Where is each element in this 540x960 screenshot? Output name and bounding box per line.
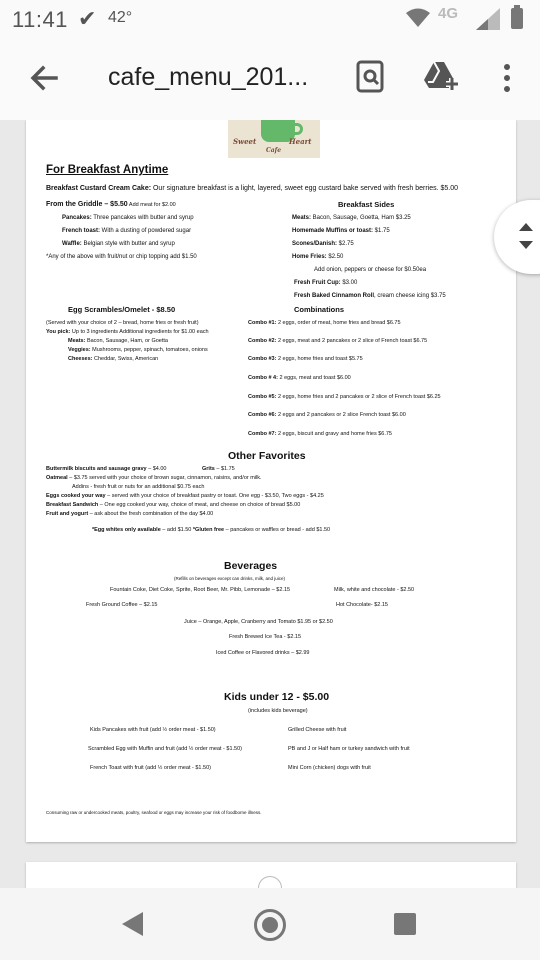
nav-home-icon[interactable] xyxy=(254,909,286,941)
scrambles-pick-note: You pick: Up to 3 ingredients Additional ingredients for $1.00 each xyxy=(46,329,209,335)
menu-item-french-toast: French toast: With a dusting of powdered sugar xyxy=(62,228,192,234)
favorites-note: *Egg whites only available – add $1.50 *Gluten free – pancakes or waffles or bread - add $1.50 xyxy=(92,527,331,533)
menu-item-griddle: From the Griddle – $5.50 Add meat for $2.00 xyxy=(46,201,176,208)
chevron-up-icon xyxy=(519,223,533,231)
menu-item-waffle: Waffle: Belgian style with butter and syrup xyxy=(62,241,175,247)
combo-6: Combo #6: 2 eggs and 2 pancakes or 2 slice French toast $6.00 xyxy=(248,412,406,418)
favorite-oatmeal: Oatmeal – $3.75 served with your choice of brown sugar, cinnamon, raisins, and/or milk. xyxy=(46,475,262,481)
cafe-logo: Sweet Heart Cafe xyxy=(228,120,320,158)
kids-item-pancakes: Kids Pancakes with fruit (add ½ order meat - $1.50) xyxy=(90,727,216,733)
combo-5: Combo #5: 2 eggs, home fries and 2 pancakes or 2 slice of French toast $6.25 xyxy=(248,394,441,400)
section-heading-sides: Breakfast Sides xyxy=(338,200,395,209)
combo-2: Combo #2: 2 eggs, meat and 2 pancakes or 2 slice of French toast $6.75 xyxy=(248,338,428,344)
section-heading-kids: Kids under 12 - $5.00 xyxy=(224,691,330,703)
scrambles-served-note: (Served with your choice of 2 – bread, home fries or fresh fruit) xyxy=(46,320,199,326)
favorite-sandwich: Breakfast Sandwich – One egg cooked your way, choice of meat, and cheese on choice of bread $5.00 xyxy=(46,502,301,508)
kids-item-scrambled-egg: Scrambled Egg with Muffin and fruit (add ½ order meat - $1.50) xyxy=(88,746,242,752)
favorite-eggs: Eggs cooked your way – served with your choice of breakfast pastry or toast. One egg - $3.50, Two eggs - $4.25 xyxy=(46,493,324,499)
favorite-grits: Grits – $1.75 xyxy=(202,466,235,472)
combo-7: Combo #7: 2 eggs, biscuit and gravy and home fries $6.75 xyxy=(248,431,392,437)
kids-item-grilled-cheese: Grilled Cheese with fruit xyxy=(288,727,347,733)
more-vert-icon[interactable] xyxy=(503,64,511,94)
battery-icon xyxy=(511,8,523,29)
combo-3: Combo #3: 2 eggs, home fries and toast $5.75 xyxy=(248,356,363,362)
side-item-meats: Meats: Bacon, Sausage, Goetta, Ham $3.25 xyxy=(292,215,411,221)
kids-note: (includes kids beverage) xyxy=(248,708,308,714)
beverages-note: (Refills on beverages except can drinks, milk, and juice) xyxy=(174,576,286,581)
griddle-note: *Any of the above with fruit/nut or chip topping add $1.50 xyxy=(46,254,197,260)
logo-partial-icon xyxy=(258,876,282,888)
side-item-cinnamon-roll: Fresh Baked Cinnamon Roll, cream cheese icing $3.75 xyxy=(294,293,446,299)
menu-item-pancakes: Pancakes: Three pancakes with butter and syrup xyxy=(62,215,194,221)
signal-icon xyxy=(476,8,500,30)
nav-back-icon[interactable] xyxy=(122,912,143,936)
favorite-addins: Addins - fresh fruit or nuts for an additional $0.75 each xyxy=(72,484,205,490)
food-safety-disclaimer: Consuming raw or undercooked meats, poultry, seafood or eggs may increase your risk of foodborne illness. xyxy=(46,810,262,815)
lens-search-icon[interactable] xyxy=(356,60,386,94)
app-bar xyxy=(0,38,540,120)
document-page xyxy=(26,120,516,842)
wifi-icon xyxy=(406,8,430,28)
side-item-home-fries: Home Fries: $2.50 xyxy=(292,254,344,260)
section-heading-scrambles: Egg Scrambles/Omelet - $8.50 xyxy=(68,305,176,314)
system-nav-bar xyxy=(0,888,540,960)
side-item-muffins: Homemade Muffins or toast: $1.75 xyxy=(292,228,390,234)
scrambles-veggies: Veggies: Mushrooms, pepper, spinach, tomatoes, onions xyxy=(68,347,208,353)
side-item-scones: Scones/Danish: $2.75 xyxy=(292,241,354,247)
beverage-iced-coffee: Iced Coffee or Flavored drinks – $2.99 xyxy=(216,650,310,656)
network-type-label: 4G xyxy=(438,5,459,22)
menu-item-custard: Breakfast Custard Cream Cake: Our signature breakfast is a light, layered, sweet egg custard bake served with fresh berries. $5.00 xyxy=(46,185,459,192)
nav-recents-icon[interactable] xyxy=(394,913,416,935)
beverage-fountain: Fountain Coke, Diet Coke, Sprite, Root Beer, Mr. Pibb, Lemonade – $2.15 xyxy=(110,587,291,593)
combo-4: Combo # 4: 2 eggs, meat and toast $6.00 xyxy=(248,375,351,381)
drive-add-icon[interactable] xyxy=(424,60,460,94)
status-bar xyxy=(0,0,540,38)
combo-1: Combo #1: 2 eggs, order of meat, home fries and bread $6.75 xyxy=(248,320,401,326)
beverage-ice-tea: Fresh Brewed Ice Tea - $2.15 xyxy=(229,634,302,640)
kids-item-corn-dogs: Mini Corn (chicken) dogs with fruit xyxy=(288,765,371,771)
beverage-coffee: Fresh Ground Coffee – $2.15 xyxy=(86,602,158,608)
kids-item-pbj: PB and J or Half ham or turkey sandwich with fruit xyxy=(288,746,410,752)
favorite-fruit-yogurt: Fruit and yogurt – ask about the fresh combination of the day $4.00 xyxy=(46,511,214,517)
section-heading-beverages: Beverages xyxy=(224,560,278,572)
document-page-2 xyxy=(26,862,516,888)
scrambles-cheeses: Cheeses: Cheddar, Swiss, American xyxy=(68,356,159,362)
document-viewer[interactable] xyxy=(0,120,540,888)
document-title: cafe_menu_201... xyxy=(108,63,309,91)
beverage-juice: Juice – Orange, Apple, Cranberry and Tomato $1.95 or $2.50 xyxy=(184,619,333,625)
section-heading-combinations: Combinations xyxy=(294,305,344,314)
side-item-addons: Add onion, peppers or cheese for $0.50ea xyxy=(314,267,427,273)
kids-item-french-toast: French Toast with fruit (add ½ order meat - $1.50) xyxy=(90,765,211,771)
scrambles-meats: Meats: Bacon, Sausage, Ham, or Goetta xyxy=(68,338,168,344)
beverage-hot-chocolate: Hot Chocolate- $2.15 xyxy=(336,602,388,608)
back-arrow-icon[interactable] xyxy=(28,62,60,94)
status-temperature: 42° xyxy=(108,9,133,26)
favorite-biscuits: Buttermilk biscuits and sausage gravy – $4.00 xyxy=(46,466,167,472)
status-time: 11:41 xyxy=(12,7,68,32)
side-item-fruit-cup: Fresh Fruit Cup: $3.00 xyxy=(294,280,358,286)
section-heading-favorites: Other Favorites xyxy=(228,450,306,462)
chevron-down-icon xyxy=(519,241,533,249)
section-heading-breakfast: For Breakfast Anytime xyxy=(46,164,169,176)
beverage-milk: Milk, white and chocolate - $2.50 xyxy=(334,587,415,593)
check-icon: ✔ xyxy=(78,6,97,31)
